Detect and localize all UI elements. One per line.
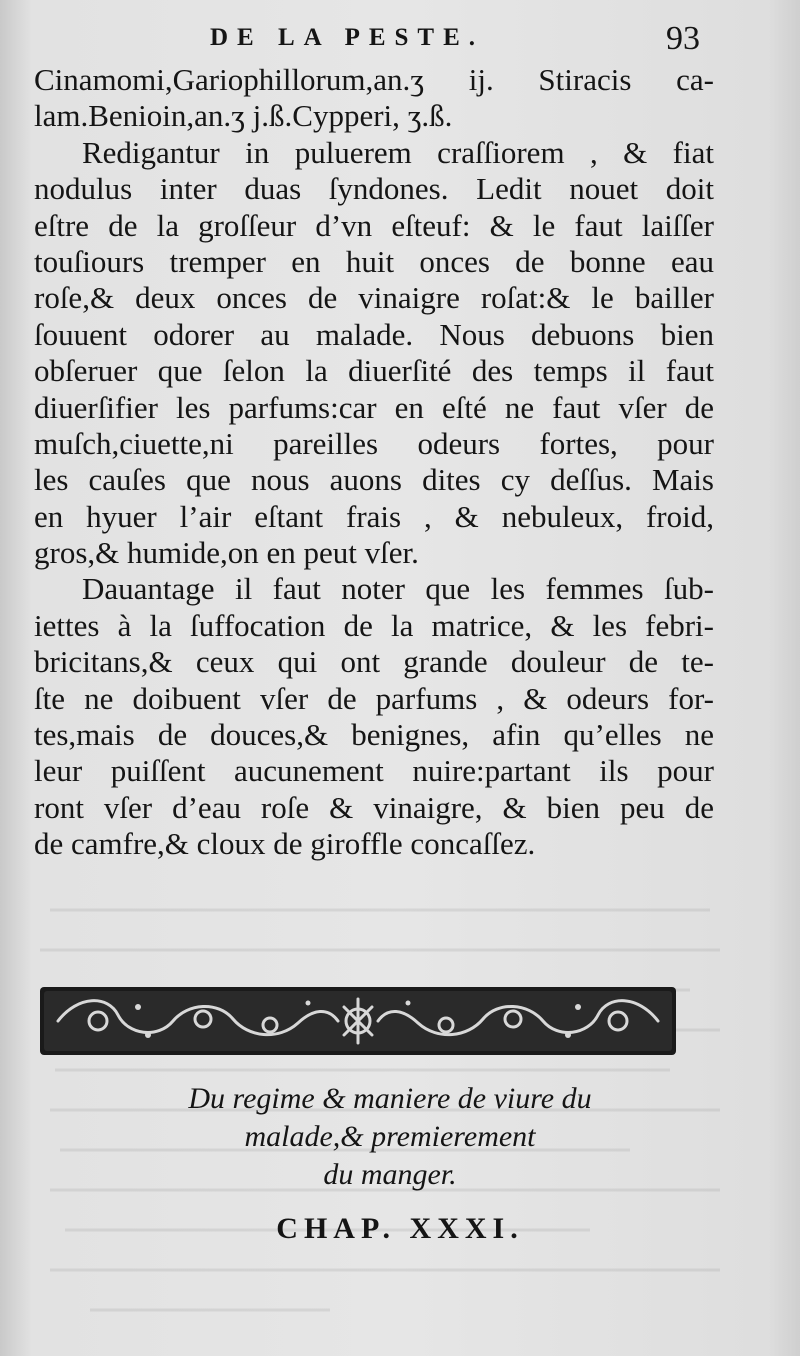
text-line: gros,& humide,on en peut vſer.	[34, 535, 419, 571]
text-line: les cauſes que nous auons dites cy deſſus. Mais	[34, 462, 714, 498]
text-line: ſte ne doibuent vſer de parfums , & odeurs for-	[34, 680, 714, 716]
text-line: muſch,ciuette,ni pareilles odeurs fortes, pour	[34, 425, 714, 461]
text-line: en hyuer l’air eſtant frais , & nebuleux, froid,	[34, 498, 714, 534]
text-line: roſe,& deux onces de vinaigre roſat:& le bailler	[34, 280, 714, 316]
decorative-headpiece-ornament	[38, 985, 678, 1057]
text-line: diuerſifier les parfums:car en eſté ne faut vſer de	[34, 389, 714, 425]
running-head	[0, 22, 800, 62]
text-line: ſouuent odorer au malade. Nous debuons bien	[34, 316, 714, 352]
text-line: de camfre,& cloux de giroffle concaſſez.	[34, 826, 536, 862]
chapter-number: CHAP. XXXI.	[276, 1212, 524, 1245]
running-title: DE LA PESTE.	[210, 24, 485, 51]
chapter-title-line: du manger.	[323, 1158, 457, 1191]
text-line: touſiours tremper en huit onces de bonne eau	[34, 243, 714, 279]
chapter-title-line: Du regime & maniere de viure du	[188, 1082, 592, 1115]
text-line: nodulus inter duas ſyndones. Ledit nouet doit	[34, 171, 714, 207]
text-line: Cinamomi,Gariophillorum,an.ʒ ij. Stiracis ca-	[34, 62, 714, 97]
chapter-title	[100, 1080, 680, 1194]
text-line: tes,mais de douces,& benignes, afin qu’elles ne	[34, 717, 714, 753]
page-number: 93	[666, 20, 700, 57]
text-line: eſtre de la groſſeur d’vn eſteuf: & le faut laiſſer	[34, 207, 714, 243]
text-line: Redigantur in puluerem craſſiorem , & fiat	[82, 134, 714, 170]
body-text	[34, 62, 714, 863]
chapter-title-line: malade,& premierement	[244, 1120, 536, 1153]
text-line: leur puiſſent aucunement nuire:partant ils pour	[34, 753, 714, 789]
text-line: iettes à la ſuffocation de la matrice, & les febri-	[34, 607, 714, 643]
text-line: lam.Benioin,an.ʒ j.ß.Cypperi, ʒ.ß.	[34, 98, 453, 134]
text-line: ront vſer d’eau roſe & vinaigre, & bien peu de	[34, 789, 714, 825]
text-line: Dauantage il faut noter que les femmes ſub-	[82, 571, 714, 607]
text-line: bricitans,& ceux qui ont grande douleur de te-	[34, 644, 714, 680]
text-line: obſeruer que ſelon la diuerſité des temps il faut	[34, 353, 714, 389]
